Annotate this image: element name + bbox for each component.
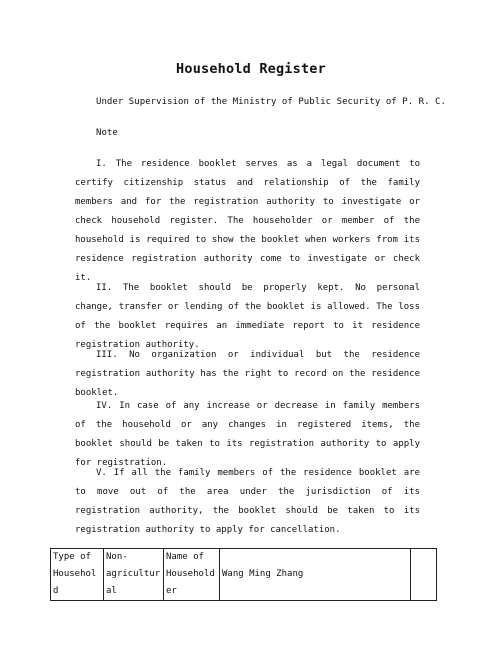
note-paragraph-3: III. No organization or individual but the residence registration authority has the right to record on the residence booklet. [75, 350, 420, 398]
household-type-value: Non-agricultural [104, 549, 164, 601]
householder-name-label: Name of Householder [164, 549, 220, 601]
householder-name-value: Wang Ming Zhang [220, 549, 411, 601]
supervision-line: Under Supervision of the Ministry of Public Security of P. R. C. [96, 97, 446, 107]
note-paragraph-5: V. If all the family members of the residence booklet are to move out of the area under the jurisdiction of its registration authority, the booklet should be taken to its registration authority to apply for cancellation. [75, 468, 420, 535]
household-table [50, 548, 437, 601]
document-title: Household Register [176, 61, 326, 77]
table-row [51, 549, 437, 601]
note-paragraph-2: II. The booklet should be properly kept. No personal change, transfer or lending of the booklet is allowed. The loss of the booklet requires an immediate report to it residence registration authority. [75, 283, 420, 350]
note-paragraph-1: I. The residence booklet serves as a legal document to certify citizenship status and relationship of the family members and for the registration authority to investigate or check household register. The householder or member of the household is required to show the booklet when workers from its residence registration authority come to investigate or check it. [75, 159, 420, 283]
empty-cell [411, 549, 437, 601]
note-paragraph-4: IV. In case of any increase or decrease in family members of the household or any changes in registered items, the booklet should be taken to its registration authority to apply for registration. [75, 401, 420, 468]
note-heading: Note [96, 128, 118, 138]
household-type-label: Type of Household [51, 549, 104, 601]
